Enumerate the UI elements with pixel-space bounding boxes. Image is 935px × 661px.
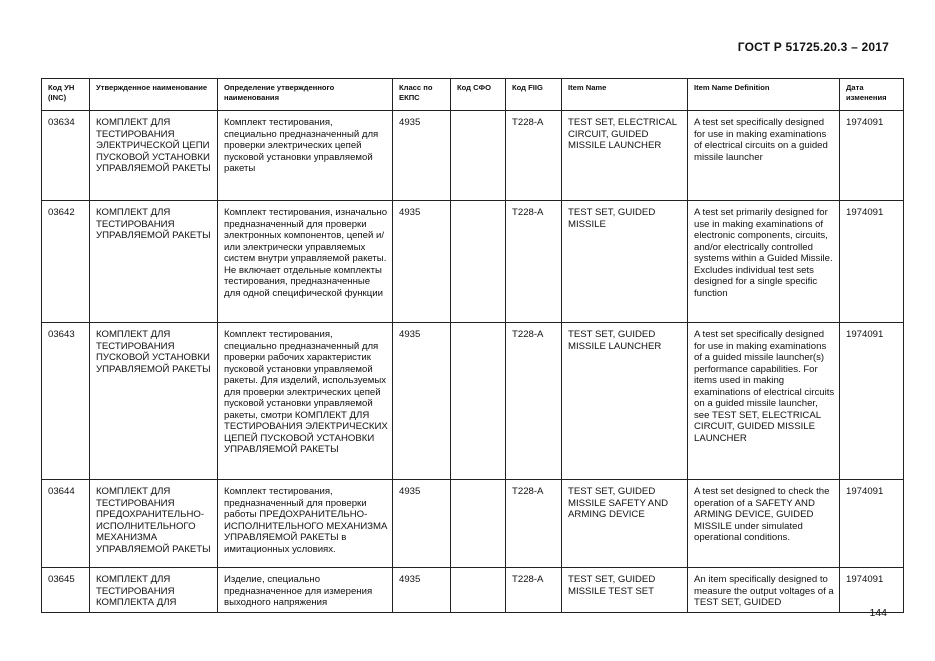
cell-inc: 03645	[42, 568, 90, 613]
col-header-change-date: Дата изменения	[840, 79, 904, 111]
cell-item-definition: An item specifically designed to measure the output voltages of a TEST SET, GUIDED	[688, 568, 840, 613]
cell-definition-ru: Комплект тестирования, изначально предназначенный для проверки электронных компонентов, цепей и/или электрически управляемых систем внутри управляемой ракеты. Не включает отдельные комплекты тестирования, предназначенные для одной специфической функции	[218, 201, 393, 323]
cell-fiig: T228-A	[506, 323, 562, 480]
cell-date: 1974091	[840, 201, 904, 323]
cell-fiig: T228-A	[506, 480, 562, 568]
cell-date: 1974091	[840, 480, 904, 568]
table-row	[42, 480, 904, 568]
cell-item-name: TEST SET, GUIDED MISSILE	[562, 201, 688, 323]
col-header-approved-name: Утвержденное наименование	[90, 79, 218, 111]
cell-item-definition: A test set primarily designed for use in making examinations of electronic components, circuits, and/or electrically controlled systems within a Guided Missile. Excludes individual test sets designed for a single specific function	[688, 201, 840, 323]
cell-inc: 03634	[42, 111, 90, 201]
cell-class: 4935	[393, 568, 451, 613]
cell-item-name: TEST SET, ELECTRICAL CIRCUIT, GUIDED MISSILE LAUNCHER	[562, 111, 688, 201]
table-row	[42, 111, 904, 201]
cell-sfo	[451, 568, 506, 613]
cell-fiig: T228-A	[506, 568, 562, 613]
table-row	[42, 568, 904, 613]
cell-class: 4935	[393, 111, 451, 201]
cell-definition-ru: Комплект тестирования, специально предназначенный для проверки рабочих характеристик пусковой установки управляемой ракеты. Для изделий, используемых для проверки электрических цепей пусковой установки управляемой ракеты, смотри КОМПЛЕКТ ДЛЯ ТЕСТИРОВАНИЯ ЭЛЕКТРИЧЕСКИХ ЦЕПЕЙ ПУСКОВОЙ УСТАНОВКИ УПРАВЛЯЕМОЙ РАКЕТЫ	[218, 323, 393, 480]
catalog-table	[41, 78, 904, 613]
cell-item-name: TEST SET, GUIDED MISSILE LAUNCHER	[562, 323, 688, 480]
col-header-item-name-definition: Item Name Definition	[688, 79, 840, 111]
header-row	[42, 79, 904, 111]
cell-name-ru: КОМПЛЕКТ ДЛЯ ТЕСТИРОВАНИЯ ПУСКОВОЙ УСТАНОВКИ УПРАВЛЯЕМОЙ РАКЕТЫ	[90, 323, 218, 480]
cell-date: 1974091	[840, 323, 904, 480]
cell-name-ru: КОМПЛЕКТ ДЛЯ ТЕСТИРОВАНИЯ ПРЕДОХРАНИТЕЛЬНО-ИСПОЛНИТЕЛЬНОГО МЕХАНИЗМА УПРАВЛЯЕМОЙ РАКЕТЫ	[90, 480, 218, 568]
table-header	[42, 79, 904, 111]
cell-inc: 03642	[42, 201, 90, 323]
cell-fiig: T228-A	[506, 201, 562, 323]
cell-name-ru: КОМПЛЕКТ ДЛЯ ТЕСТИРОВАНИЯ УПРАВЛЯЕМОЙ РАКЕТЫ	[90, 201, 218, 323]
cell-fiig: T228-A	[506, 111, 562, 201]
cell-sfo	[451, 323, 506, 480]
cell-item-definition: A test set designed to check the operation of a SAFETY AND ARMING DEVICE, GUIDED MISSILE under simulated operational conditions.	[688, 480, 840, 568]
cell-date: 1974091	[840, 568, 904, 613]
cell-item-name: TEST SET, GUIDED MISSILE TEST SET	[562, 568, 688, 613]
cell-sfo	[451, 201, 506, 323]
col-header-item-name: Item Name	[562, 79, 688, 111]
cell-name-ru: КОМПЛЕКТ ДЛЯ ТЕСТИРОВАНИЯ КОМПЛЕКТА ДЛЯ	[90, 568, 218, 613]
cell-sfo	[451, 480, 506, 568]
cell-date: 1974091	[840, 111, 904, 201]
cell-definition-ru: Комплект тестирования, специально предназначенный для проверки электрических цепей пусковой установки управляемой ракеты	[218, 111, 393, 201]
col-header-fiig: Код FIIG	[506, 79, 562, 111]
cell-definition-ru: Комплект тестирования, предназначенный для проверки работы ПРЕДОХРАНИТЕЛЬНО-ИСПОЛНИТЕЛЬНОГО МЕХАНИЗМА УПРАВЛЯЕМОЙ РАКЕТЫ в имитационных условиях.	[218, 480, 393, 568]
cell-name-ru: КОМПЛЕКТ ДЛЯ ТЕСТИРОВАНИЯ ЭЛЕКТРИЧЕСКОЙ ЦЕПИ ПУСКОВОЙ УСТАНОВКИ УПРАВЛЯЕМОЙ РАКЕТЫ	[90, 111, 218, 201]
col-header-class: Класс по ЕКПС	[393, 79, 451, 111]
cell-definition-ru: Изделие, специально предназначенное для измерения выходного напряжения	[218, 568, 393, 613]
cell-item-definition: A test set specifically designed for use in making examinations of a guided missile launcher(s) performance capabilities. For items used in making examinations of electrical circuits on a guided missile launcher, see TEST SET, ELECTRICAL CIRCUIT, GUIDED MISSILE LAUNCHER	[688, 323, 840, 480]
col-header-sfo: Код СФО	[451, 79, 506, 111]
page-number: 144	[869, 607, 887, 619]
cell-item-definition: A test set specifically designed for use in making examinations of electrical circuits on a guided missile launcher	[688, 111, 840, 201]
col-header-inc: Код УН (INC)	[42, 79, 90, 111]
cell-class: 4935	[393, 480, 451, 568]
cell-inc: 03643	[42, 323, 90, 480]
table-row	[42, 201, 904, 323]
table-row	[42, 323, 904, 480]
cell-class: 4935	[393, 323, 451, 480]
cell-sfo	[451, 111, 506, 201]
document-title: ГОСТ Р 51725.20.3 – 2017	[737, 40, 889, 54]
cell-class: 4935	[393, 201, 451, 323]
col-header-name-definition: Определение утвержденного наименования	[218, 79, 393, 111]
cell-item-name: TEST SET, GUIDED MISSILE SAFETY AND ARMING DEVICE	[562, 480, 688, 568]
cell-inc: 03644	[42, 480, 90, 568]
